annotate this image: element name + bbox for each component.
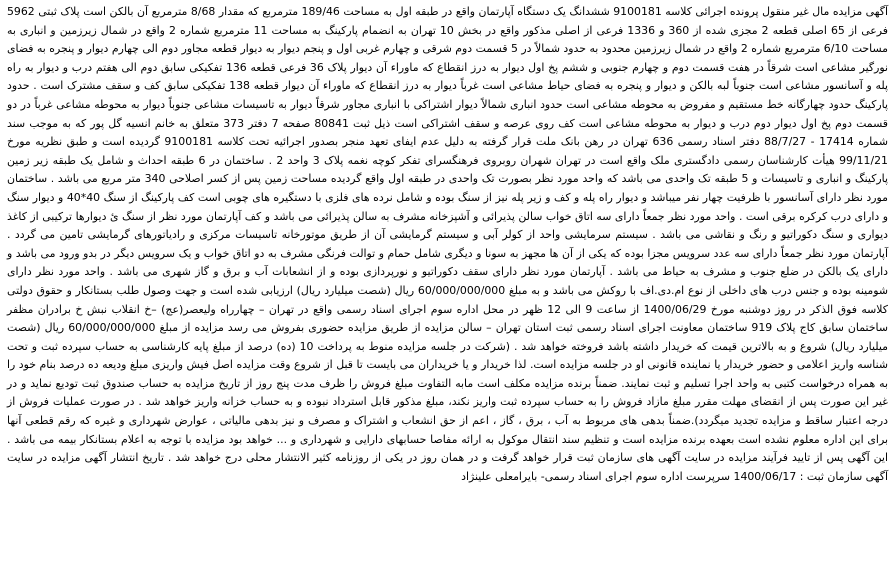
auction-notice-text: آگهی مزایده مال غیر منقول پرونده اجرائی کلاسه 9100181 ششدانگ یک دستگاه آپارتمان واقع در طبقه اول به مساحت 189/46 مترمربع که مقدار 8/68 مترمربع آن بالکن است پلاک ثبتی 5962 فرعی از 65 اصلی قطعه 2 مجزی شده از 360 و 1336 فرعی از اصلی مذکور واقع در بخش 10 تهران به انضمام پارکینگ به مساحت 11 مترمربع شماره 2 واقع در شمال زیرزمین و انباری به مساحت 6/10 مترمربع شماره 2 واقع در شمال زیرزمین محدود به حدود شمالاً در 5 قسمت دوم شرقی و چهارم غربی اول و پنجم دیوار به دیوار قطعه مجاور دوم الی چهارم دیوار و پنجره به فضای نورگیر مشاعی است شرقاً در هفت قسمت دوم و چهارم جنوبی و ششم پخ اول دیوار به درز انقطاع که ماوراء آن دیوار پلاک 36 فرعی قطعه 136 تفکیکی سابق دوم الی هفتم درب و دیوار به راه پله و آسانسور مشاعی است جنوباً لبه بالکن و دیوار و پنجره به فضای حیاط مشاعی است غرباً دیوار به درز انقطاع که ماوراء آن دیوار قطعه 138 تفکیکی سابق کف و سقف مشترک است . حدود پارکینگ حدود چهارگانه خط مستقیم و مفروض به محوطه مشاعی است حدود انباری شمالاً دیوار اشتراکی با انباری مجاور شرقاً دیوار به تاسیسات مشاعی جنوباً دیوار به محوطه مشاعی غرباً در دو قسمت دوم پخ اول دیوار دوم درب و دیوار به محوطه مشاعی است کف روی عرصه و سقف اشتراکی است ذیل ثبت 80841 صفحه 7 دفتر 373 متعلق به خانم انسیه گل پور که به موجب سند شماره 17414 - 88/7/27 دفتر اسناد رسمی 636 تهران در رهن بانک ملت قرار گرفته به دلیل عدم ایفای تعهد منجر بصدور اجرائیه تحت کلاسه 9100181 گردیده است و طبق نظریه مورخ 99/11/21 هیأت کارشناسان رسمی دادگستری ملک واقع است در تهران شهران روبروی فرهنگسرای تفکر کوچه نغمه پلاک 3 واحد 2 . ساختمان در 6 طبقه احداث و شامل یک طبقه زیر زمین پارکینگ و انباری و تاسیسات و 5 طبقه تک واحدی می باشد که واحد مورد نظر بصورت تک واحدی در طبقه اول واقع گردیده مساحت زمین پس از کسر اصلاحی 340 متر مربع می باشد . ساختمان مورد نظر دارای آسانسور با ظرفیت چهار نفر میباشد و دیوار راه پله و کف و زیر پله نیز از سنگ بوده و شامل نرده های فلزی با دستگیره های چوبی است کف پارکینگ از سنگ 40*40 و دیوار سنگ و دارای درب کرکره برقی است . واحد مورد نظر جمعاً دارای سه اتاق خواب سالن پذیرائی و آشپزخانه مشرف به سالن پذیرائی می باشد و کف آپارتمان مورد نظر از سنگ ئ دیوارها ترکیبی از کاغذ دیواری و سنگ دکوراتیو و رنگ و نقاشی می باشد . سیستم سرمایشی واحد از کولر آبی و سیستم گرمایشی آن از طریق موتورخانه تاسیسات مرکزی و رادیاتورهای گرمایشی تامین می گردد . آپارتمان مورد نظر جمعاً دارای سه عدد سرویس مجزا بوده که یکی از آن ها مجهز به سونا و دیگری شامل حمام و توالت فرنگی مشرف به دو اتاق خواب و یک سرویس دیگر در بدو ورود می باشد و دارای یک بالکن در ضلع جنوب و مشرف به حیاط می باشد . آپارتمان مورد نظر دارای سقف دکوراتیو و نورپردازی بوده و از انشعابات آب و برق و گاز شهری می باشد . واحد مورد نظر دارای شومینه بوده و جنس درب های داخلی از نوع ام.دی.اف با روکش می باشد و به مبلغ 60/000/000/000 ریال (شصت میلیارد ریال) ارزیابی شده است و جهت وصول طلب بستانکار و حقوق دولتی کلاسه فوق الذکر در روز دوشنبه مورخ 1400/06/29 از ساعت 9 الی 12 ظهر در محل اداره سوم اجرای اسناد رسمی واقع در تهران – چهارراه ولیعصر(عج) –خ انقلاب نبش خ برادران مظفر ساختمان سابق کاج پلاک 919 ساختمان معاونت اجرای اسناد رسمی ثبت استان تهران – سالن مزایده از طریق مزایده حضوری بفروش می رسد مزایده از مبلغ 60/000/000/000 ریال (شصت میلیارد ریال) شروع و به بالاترین قیمت که خریدار داشته باشد فروخته خواهد شد . (شرکت در جلسه مزایده منوط به پرداخت 10 (ده) درصد از مبلغ پایه کارشناسی به حساب سپرده ثبت و تحت شناسه واریز اعلامی و حضور خریدار یا نماینده قانونی او در جلسه مزایده است. لذا خریدار و یا خریداران می بایست تا قبل از شروع وقت مزایده اصل فیش واریزی مبلغ ودیعه ده درصد بنام خود را به همراه درخواست کتبی به واحد اجرا تسلیم و ثبت نمایند. ضمناً برنده مزایده مکلف است مابه التفاوت مبلغ فروش را ظرف مدت پنج روز از تاریخ مزایده به حساب صندوق ثبت تودیع نماید و در غیر این صورت پس از انقضای مهلت مقرر مبلغ مازاد فروش را به حساب سپرده ثبت واریز نکند، مبلغ مذکور قابل استرداد نبوده و به حساب خزانه واریز خواهد شد . در صورت عملیات فروش از درجه اعتبار ساقط و مزایده تجدید میگردد).ضمناً بدهی های مربوط به آب ، برق ، گاز ، اعم از حق انشعاب و اشتراک و مصرف و نیز بدهی مالیاتی ، عوارض شهرداری و غیره که رقم قطعی آنها برای این اداره معلوم نشده است بعهده برنده مزایده است و تنظیم سند انتقال موکول به ارائه مفاصا حسابهای دارایی و شهرداری و ... خواهد بود مزایده با توجه به اعلام بستانکار بیمه می باشد . این آگهی پس از تایید فرآیند مزایده در سایت آگهی های سازمان ثبت قرار خواهد گرفت و در همان روز در یکی از روزنامه کثیر الانتشار محلی درج خواهد شد . تاریخ انتشار آگهی مزایده در سایت آگهی سازمان ثبت : 1400/06/17 سرپرست اداره سوم اجرای اسناد رسمی- بایرامعلی علینژاد	[7, 5, 889, 483]
